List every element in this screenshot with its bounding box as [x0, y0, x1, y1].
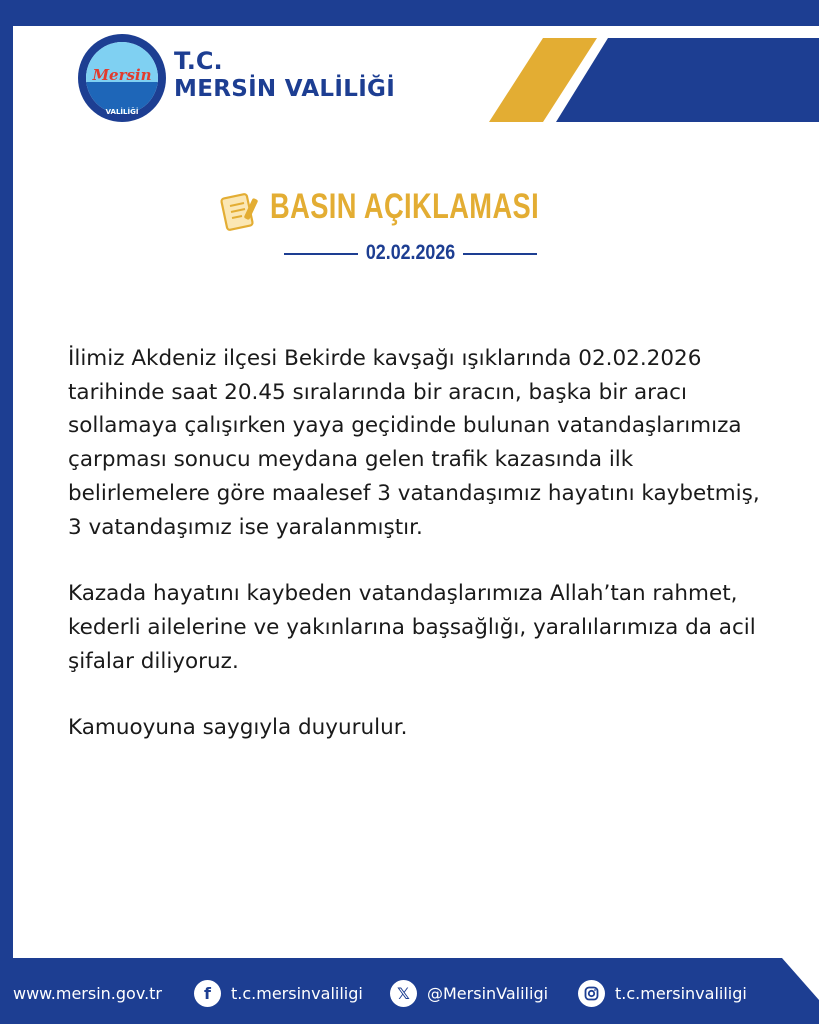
instagram-handle[interactable]: t.c.mersinvaliligi	[615, 983, 747, 1003]
org-name: MERSİN VALİLİĞİ	[174, 76, 396, 102]
release-date: 02.02.2026	[365, 241, 456, 264]
x-icon[interactable]: 𝕏	[390, 980, 417, 1007]
statement-closing: Kamuoyuna saygıyla duyurulur.	[68, 715, 408, 741]
website-link[interactable]	[13, 976, 162, 1010]
facebook-link[interactable]	[194, 976, 363, 1010]
facebook-icon[interactable]: f	[194, 980, 221, 1007]
press-release-title: BASIN AÇIKLAMASI	[270, 187, 540, 226]
website-text[interactable]: www.mersin.gov.tr	[13, 983, 162, 1003]
logo-center-text: Mersin	[92, 66, 152, 84]
governorship-logo	[78, 34, 166, 122]
blue-stripe	[556, 38, 819, 122]
instagram-link[interactable]	[578, 976, 747, 1010]
date-divider-left	[284, 253, 358, 255]
logo-bottom-text: VALİLİĞİ	[105, 108, 139, 116]
date-divider-right	[463, 253, 537, 255]
logo-emblem	[86, 42, 158, 114]
facebook-handle[interactable]: t.c.mersinvaliligi	[231, 983, 363, 1003]
document-pen-icon	[220, 188, 262, 232]
statement-body	[68, 342, 768, 778]
instagram-icon[interactable]	[578, 980, 605, 1007]
x-handle[interactable]: @MersinValiligi	[427, 983, 549, 1003]
statement-paragraph-2: Kazada hayatını kaybeden vatandaşlarımıza Allah’tan rahmet, kederli ailelerine ve yakınlarına başsağlığı, yaralılarımıza da acil şifalar diliyoruz.	[68, 581, 756, 674]
statement-paragraph-1: İlimiz Akdeniz ilçesi Bekirde kavşağı ışıklarında 02.02.2026 tarihinde saat 20.45 sıralarında bir aracın, başka bir aracı sollamaya çalışırken yaya geçidinde bulunan vatandaşlarımıza çarpması sonucu meydana gelen trafik kazasında ilk belirlemelere göre maalesef 3 vatandaşımız hayatını kaybetmiş, 3 vatandaşımız ise yaralanmıştır.	[68, 346, 760, 540]
org-prefix: T.C.	[174, 47, 223, 75]
x-link[interactable]	[390, 976, 548, 1010]
